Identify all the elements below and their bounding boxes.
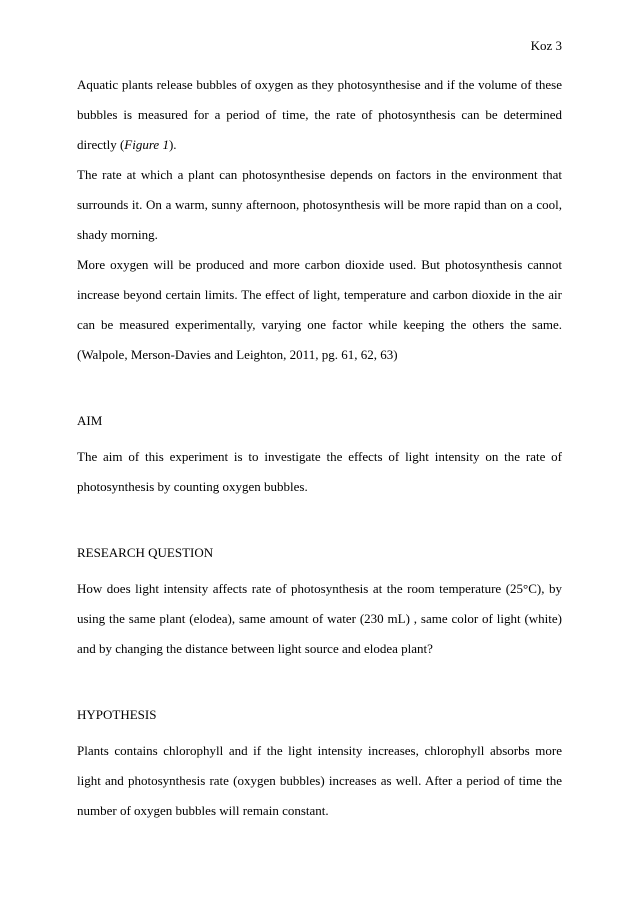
intro-paragraph-2: The rate at which a plant can photosynthesise depends on factors in the environment that surrounds it. On a warm, sunny afternoon, photosynthesis will be more rapid than on a cool, shady morning. xyxy=(77,167,562,242)
hypothesis-heading: HYPOTHESIS xyxy=(77,707,157,722)
aim-heading: AIM xyxy=(77,413,103,428)
intro-paragraph-1-text: Aquatic plants release bubbles of oxygen as they photosynthesise and if the volume of these bubbles is measured for a period of time, the rate of photosynthesis can be determined directly ( xyxy=(77,77,562,152)
section-spacer xyxy=(77,370,562,400)
research-question-text: How does light intensity affects rate of photosynthesis at the room temperature (25°C), by using the same plant (elodea), same amount of water (230 mL) , same color of light (white) and by changing the distance between light source and elodea plant? xyxy=(77,581,562,656)
hypothesis-text: Plants contains chlorophyll and if the light intensity increases, chlorophyll absorbs more light and photosynthesis rate (oxygen bubbles) increases as well. After a period of time the number of oxygen bubbles will remain constant. xyxy=(77,743,562,818)
figure-reference: Figure 1 xyxy=(124,137,169,152)
research-question-heading: RESEARCH QUESTION xyxy=(77,545,214,560)
page-number-label: Koz 3 xyxy=(530,38,562,53)
page-header xyxy=(531,37,562,54)
section-spacer xyxy=(77,664,562,694)
intro-paragraph-3: More oxygen will be produced and more carbon dioxide used. But photosynthesis cannot increase beyond certain limits. The effect of light, temperature and carbon dioxide in the air can be measured experimentally, varying one factor while keeping the others the same. (Walpole, Merson-Davies and Leighton, 2011, pg. 61, 62, 63) xyxy=(77,257,562,362)
intro-paragraph-1 xyxy=(77,70,562,160)
intro-paragraph-1-end: ). xyxy=(168,137,177,152)
section-spacer xyxy=(77,502,562,532)
document-body xyxy=(77,70,562,826)
aim-text: The aim of this experiment is to investigate the effects of light intensity on the rate of photosynthesis by counting oxygen bubbles. xyxy=(77,449,562,494)
